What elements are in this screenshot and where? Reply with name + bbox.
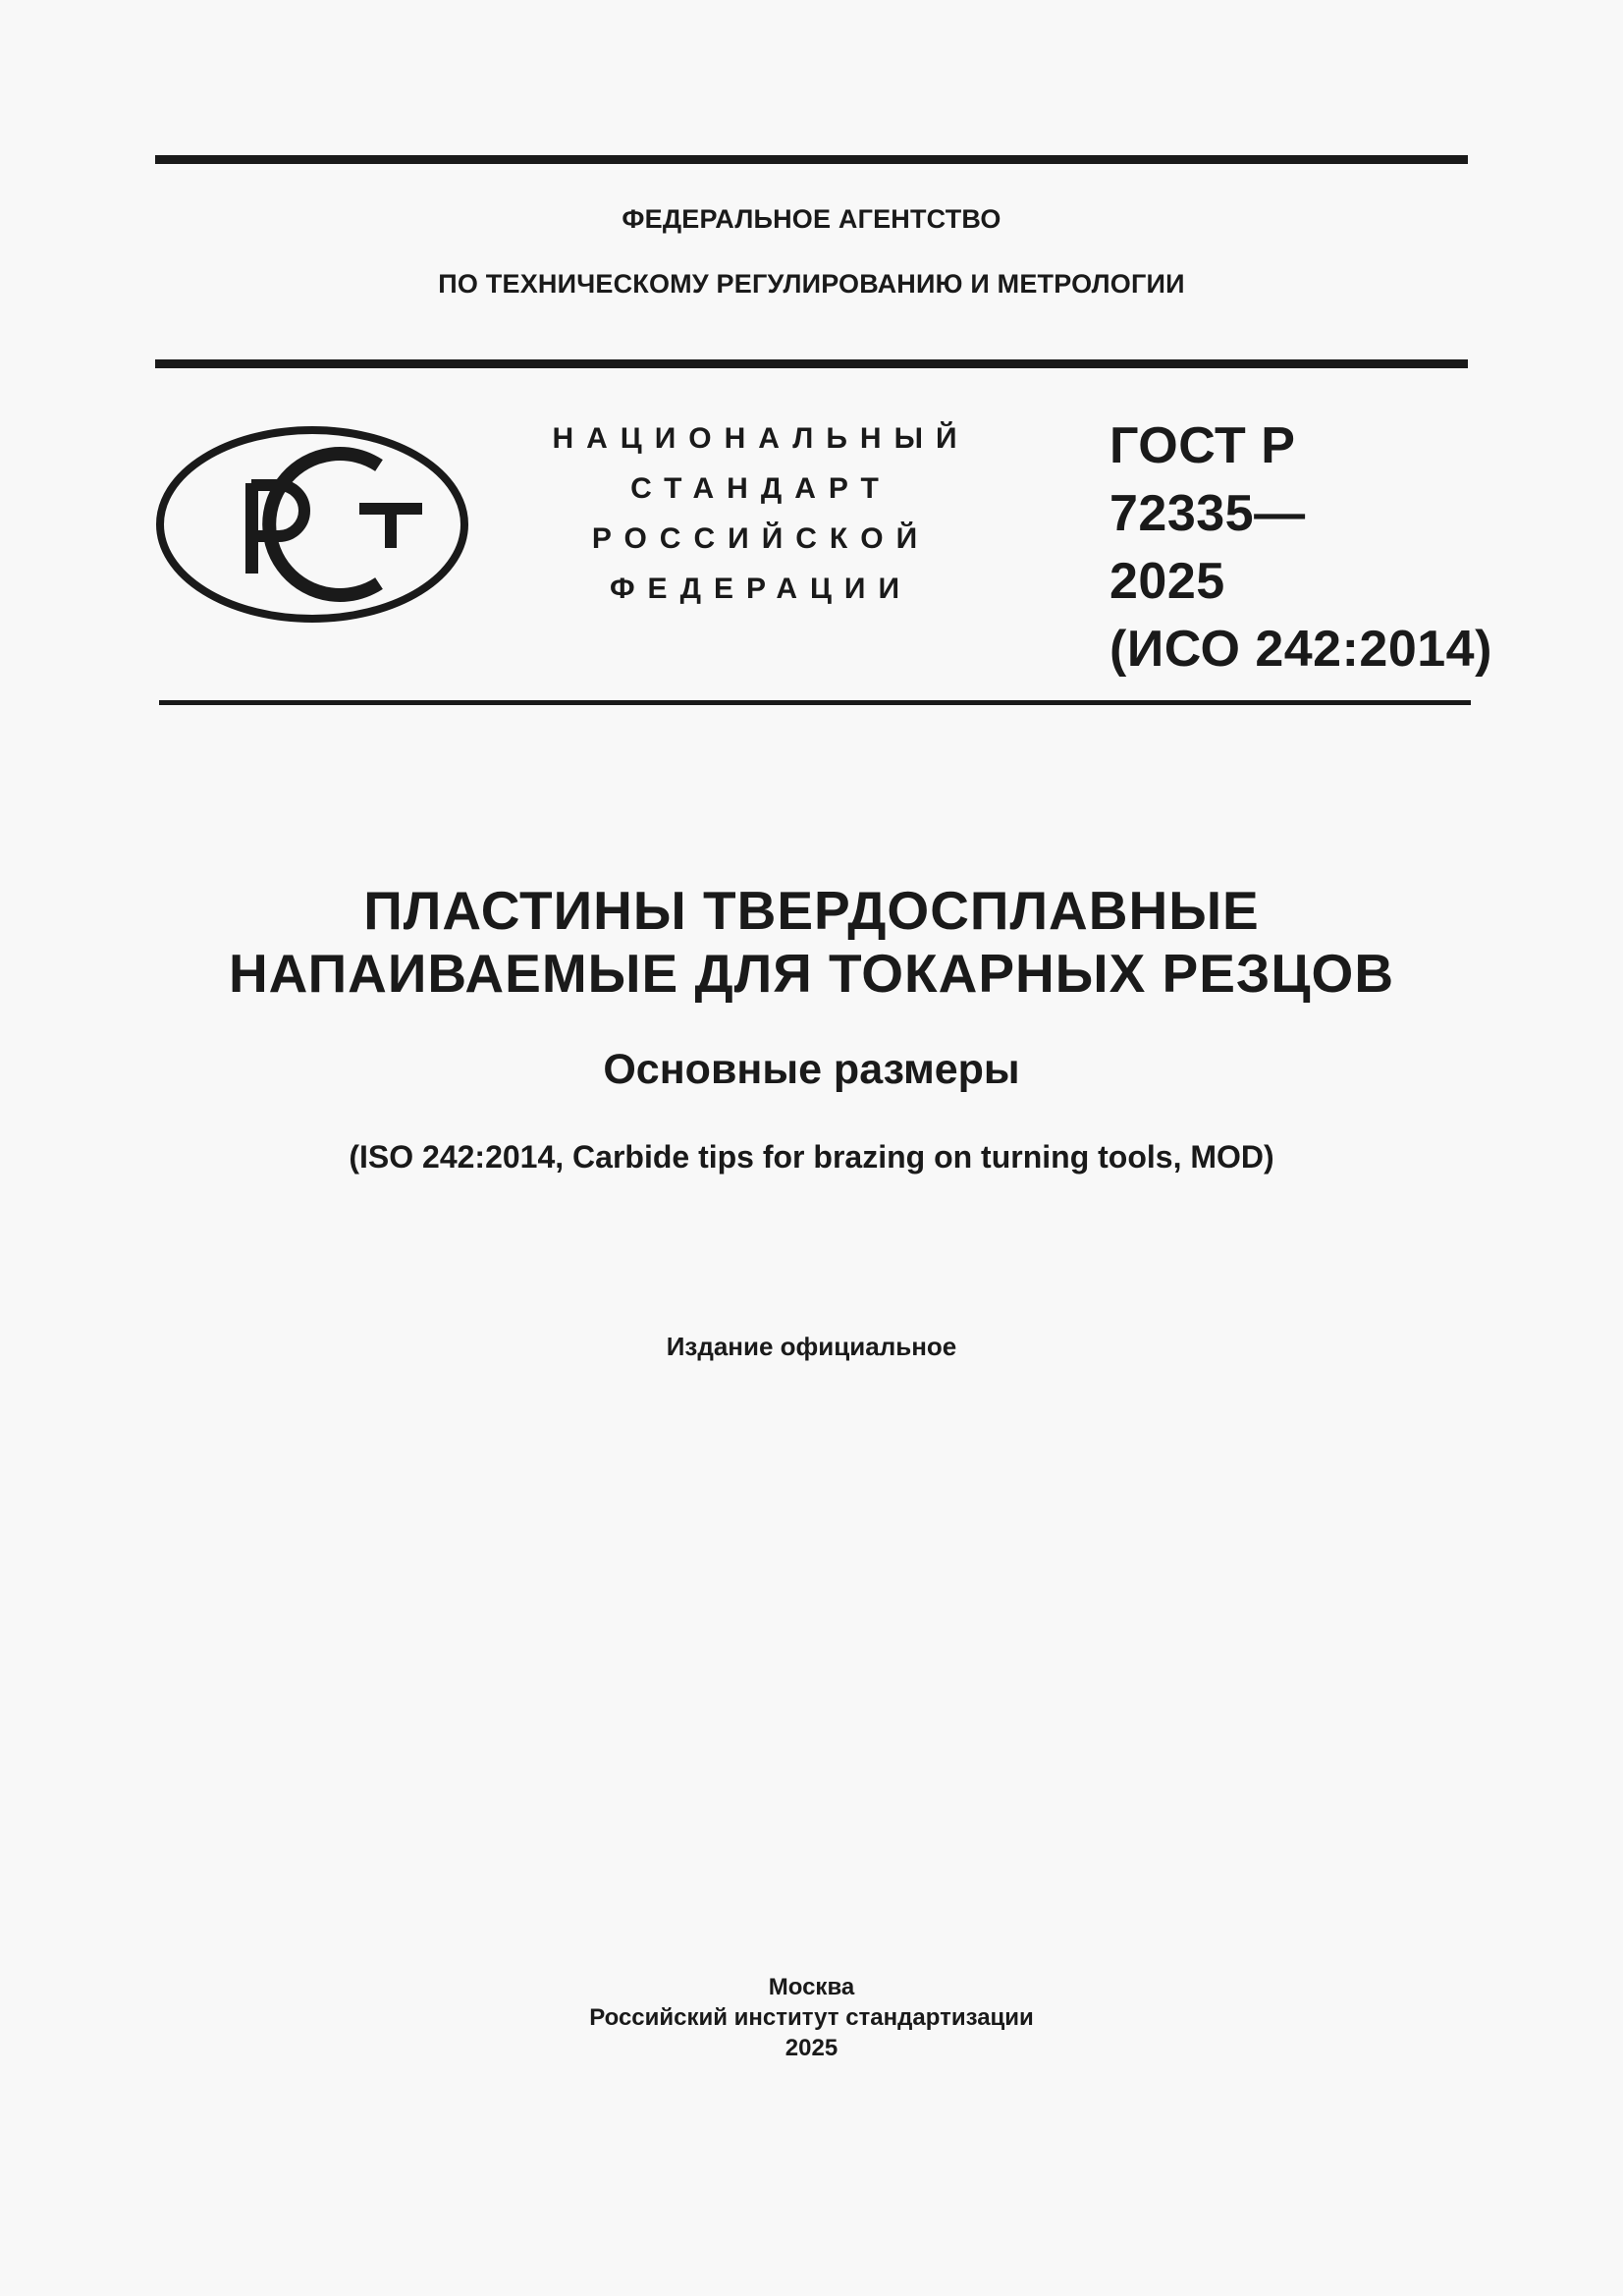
title-line2: НАПАИВАЕМЫЕ ДЛЯ ТОКАРНЫХ РЕЗЦОВ <box>228 943 1395 1004</box>
bottom-rule <box>159 700 1471 705</box>
document-subtitle: Основные размеры <box>603 1046 1020 1093</box>
standard-type-line1: НАЦИОНАЛЬНЫЙ <box>552 422 970 455</box>
standard-type-line4: ФЕДЕРАЦИИ <box>609 573 913 605</box>
publisher-city: Москва <box>768 1974 855 2000</box>
publisher-organization: Российский институт стандартизации <box>589 2004 1034 2031</box>
standard-designation <box>1109 412 1492 683</box>
standard-type-line2: СТАНДАРТ <box>630 472 892 505</box>
middle-rule <box>155 359 1468 368</box>
iso-reference: (ISO 242:2014, Carbide tips for brazing on turning tools, MOD) <box>349 1139 1274 1175</box>
publisher-block <box>155 1972 1468 2063</box>
top-rule <box>155 155 1468 164</box>
designation-line2: 72335— <box>1109 485 1306 542</box>
edition-label: Издание официальное <box>666 1332 957 1361</box>
publisher-year: 2025 <box>784 2035 839 2061</box>
document-title <box>155 879 1468 1005</box>
designation-line4: (ИСО 242:2014) <box>1109 621 1492 678</box>
agency-name-line2: ПО ТЕХНИЧЕСКОМУ РЕГУЛИРОВАНИЮ И МЕТРОЛОГИИ <box>438 269 1185 299</box>
designation-line3: 2025 <box>1109 553 1225 610</box>
standard-type-block <box>530 413 992 614</box>
title-line1: ПЛАСТИНЫ ТВЕРДОСПЛАВНЫЕ <box>363 880 1260 941</box>
designation-line1: ГОСТ Р <box>1109 417 1296 474</box>
standard-type-line3: РОССИЙСКОЙ <box>591 522 931 555</box>
rst-certification-mark-icon <box>155 424 469 625</box>
agency-name-line1: ФЕДЕРАЛЬНОЕ АГЕНТСТВО <box>622 204 1001 234</box>
